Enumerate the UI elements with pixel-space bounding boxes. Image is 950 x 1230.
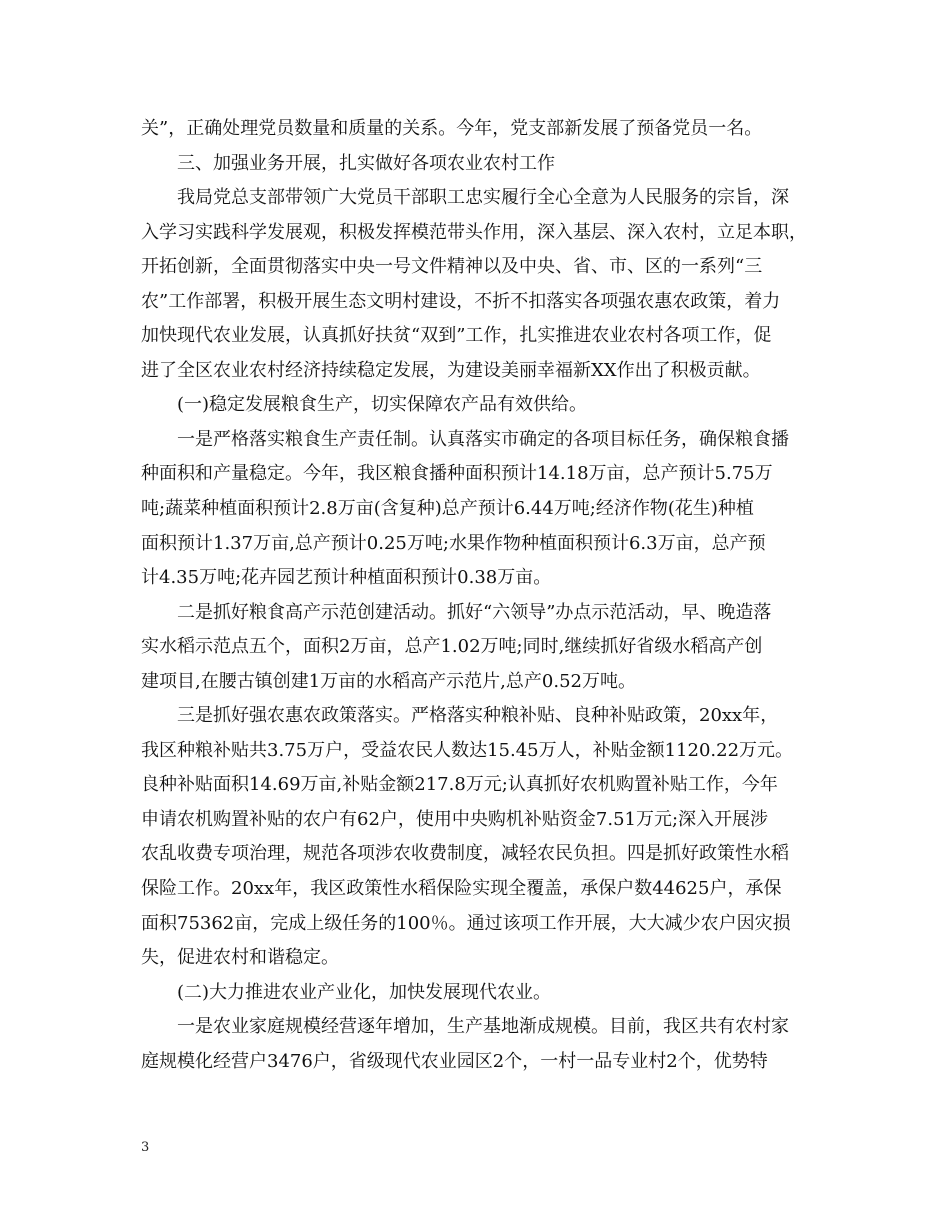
subsection-heading: (一)稳定发展粮食生产，切实保障农产品有效供给。 xyxy=(177,394,588,416)
paragraph-continuation: 关”，正确处理党员数量和质量的关系。今年，党支部新发展了预备党员一名。 xyxy=(141,118,763,139)
paragraph: 一是农业家庭规模经营逐年增加，生产基地渐成规模。目前，我区共有农村家 庭规模化经营户3476户，省级现代农业园区2个，一村一品专业村2个，优势特 xyxy=(141,1016,789,1072)
page-number: 3 xyxy=(141,1140,150,1155)
paragraph: 我局党总支部带领广大党员干部职工忠实履行全心全意为人民服务的宗旨，深 入学习实践科学发展观，积极发挥模范带头作用，深入基层、深入农村，立足本职， 开拓创新，全面贯彻落实中央一号文件精神以及中央、省、市、区的一系列“三 农”工作部署，积极开展生态文明村建设，不折不扣落实各项强农惠农政策，着力 加快现代农业发展，认真抓好扶贫“双到”工作，扎实推进农业农村各项工作，促 进了全区农业农村经济持续稳定发展，为建设美丽幸福新XX作出了积极贡献。 xyxy=(141,187,807,381)
document-body xyxy=(141,112,821,1079)
section-heading: 三、加强业务开展，扎实做好各项农业农村工作 xyxy=(177,152,555,174)
paragraph: 三是抓好强农惠农政策落实。严格落实种粮补贴、良种补贴政策，20xx年， 我区种粮补贴共3.75万户，受益农民人数达15.45万人，补贴金额1120.22万元。 良种补贴面积14.69万亩,补贴金额217.8万元;认真抓好农机购置补贴工作，今年 申请农机购置补贴的农户有62户，使用中央购机补贴资金7.51万元;深入开展涉 农乱收费专项治理，规范各项涉农收费制度，减轻农民负担。四是抓好政策性水稻 保险工作。20xx年，我区政策性水稻保险实现全覆盖，承保户数44625户，承保 面积75362亩，完成上级任务的100％。通过该项工作开展，大大减少农户因灾损 失，促进农村和谐稳定。 xyxy=(141,705,794,969)
paragraph: 二是抓好粮食高产示范创建活动。抓好“六领导”办点示范活动，早、晚造落 实水稻示范点五个，面积2万亩，总产1.02万吨;同时,继续抓好省级水稻高产创 建项目,在腰古镇创建1万亩的水稻高产示范片,总产0.52万吨。 xyxy=(141,601,772,692)
paragraph: 一是严格落实粮食生产责任制。认真落实市确定的各项目标任务，确保粮食播 种面积和产量稳定。今年，我区粮食播种面积预计14.18万亩，总产预计5.75万 吨;蔬菜种植面积预计2.8万亩(含复种)总产预计6.44万吨;经济作物(花生)种植 面积预计1.37万亩,总产预计0.25万吨;水果作物种植面积预计6.3万亩，总产预 计4.35万吨;花卉园艺预计种植面积预计0.38万亩。 xyxy=(141,428,789,589)
subsection-heading: (二)大力推进农业产业化，加快发展现代农业。 xyxy=(177,981,552,1003)
